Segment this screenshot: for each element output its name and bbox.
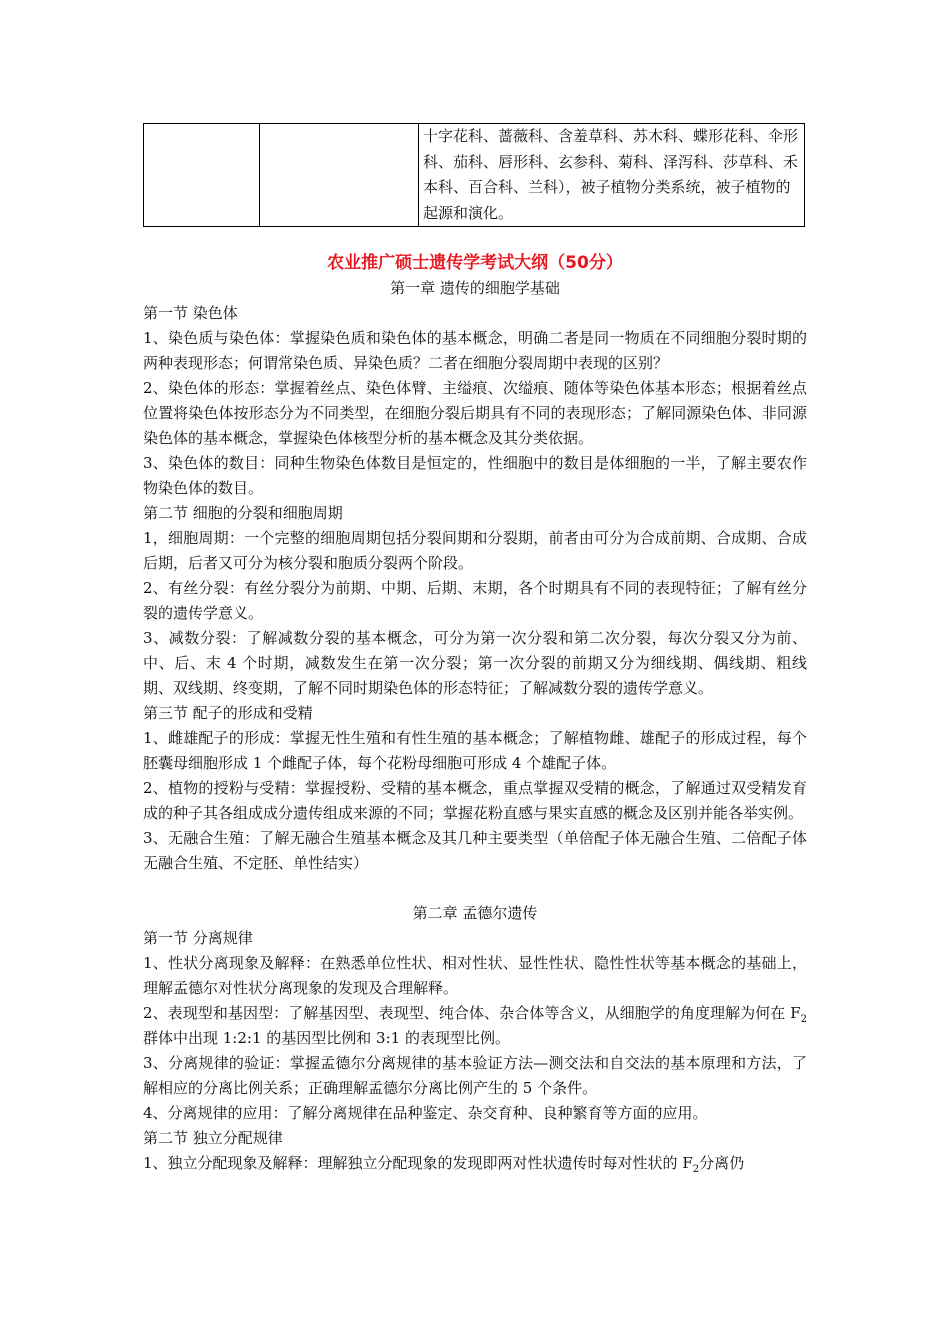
table-row	[144, 124, 805, 227]
chapter-2-section-2-title: 第二节 独立分配规律	[143, 1129, 283, 1147]
paragraph: 2、有丝分裂：有丝分裂分为前期、中期、后期、末期，各个时期具有不同的表现特征；了解有丝分裂的遗传学意义。	[143, 579, 807, 622]
paragraph: 4、分离规律的应用：了解分离规律在品种鉴定、杂交育种、良种繁育等方面的应用。	[143, 1104, 708, 1122]
paragraph: 3、减数分裂：了解减数分裂的基本概念，可分为第一次分裂和第二次分裂，每次分裂又分为前、中、后、末 4 个时期，减数发生在第一次分裂；第一次分裂的前期又分为细线期、偶线期、粗线期、双线期、终变期，了解不同时期染色体的形态特征；了解减数分裂的遗传学意义。	[143, 629, 807, 697]
paragraph: 2、染色体的形态：掌握着丝点、染色体臂、主缢痕、次缢痕、随体等染色体基本形态；根据着丝点位置将染色体按形态分为不同类型，在细胞分裂后期具有不同的表现形态；了解同源染色体、非同源染色体的基本概念，掌握染色体核型分析的基本概念及其分类依据。	[143, 379, 807, 447]
chapter-1-section-2-title: 第二节 细胞的分裂和细胞周期	[143, 504, 343, 522]
paragraph	[143, 1001, 807, 1051]
exam-outline	[143, 250, 807, 1176]
chapter-1-section-3-title: 第三节 配子的形成和受精	[143, 704, 313, 722]
paragraph-text: 群体中出现 1:2:1 的基因型比例和 3:1 的表现型比例。	[143, 1029, 510, 1047]
table-cell-empty-2	[260, 124, 419, 227]
paragraph: 2、植物的授粉与受精：掌握授粉、受精的基本概念，重点掌握双受精的概念，了解通过双受精发育成的种子其各组成成分遗传组成来源的不同；掌握花粉直感与果实直感的概念及区别并能各举实例。	[143, 779, 807, 822]
outline-title: 农业推广硕士遗传学考试大纲（50分）	[327, 253, 623, 273]
chapter-2-title: 第二章 孟德尔遗传	[412, 904, 538, 922]
paragraph-text: 1、独立分配现象及解释：理解独立分配现象的发现即两对性状遗传时每对性状的 F	[143, 1154, 693, 1172]
chapter-1-section-1-title: 第一节 染色体	[143, 304, 238, 322]
paragraph: 3、染色体的数目：同种生物染色体数目是恒定的，性细胞中的数目是体细胞的一半，了解主要农作物染色体的数目。	[143, 454, 807, 497]
paragraph: 1，细胞周期：一个完整的细胞周期包括分裂间期和分裂期，前者由可分为合成前期、合成期、合成后期，后者又可分为核分裂和胞质分裂两个阶段。	[143, 529, 807, 572]
continued-table	[143, 123, 805, 227]
table-cell-empty-1	[144, 124, 260, 227]
paragraph-text: 分离仍	[699, 1154, 745, 1172]
chapter-1-title: 第一章 遗传的细胞学基础	[390, 279, 560, 297]
paragraph: 1、性状分离现象及解释：在熟悉单位性状、相对性状、显性性状、隐性性状等基本概念的基础上，理解孟德尔对性状分离现象的发现及合理解释。	[143, 954, 807, 997]
paragraph	[143, 1151, 807, 1176]
paragraph: 1、雌雄配子的形成：掌握无性生殖和有性生殖的基本概念；了解植物雌、雄配子的形成过程，每个胚囊母细胞形成 1 个雌配子体，每个花粉母细胞可形成 4 个雄配子体。	[143, 729, 807, 772]
table-cell-content: 十字花科、蔷薇科、含羞草科、苏木科、蝶形花科、伞形科、茄科、唇形科、玄参科、菊科、泽泻科、莎草科、禾本科、百合科、兰科），被子植物分类系统，被子植物的起源和演化。	[419, 124, 805, 227]
paragraph: 3、分离规律的验证：掌握孟德尔分离规律的基本验证方法—测交法和自交法的基本原理和方法，了解相应的分离比例关系；正确理解孟德尔分离比例产生的 5 个条件。	[143, 1054, 807, 1097]
paragraph: 3、无融合生殖：了解无融合生殖基本概念及其几种主要类型（单倍配子体无融合生殖、二倍配子体无融合生殖、不定胚、单性结实）	[143, 829, 807, 872]
subscript: 2	[800, 1014, 807, 1025]
blank-line	[143, 876, 807, 901]
paragraph-text: 2、表现型和基因型：了解基因型、表现型、纯合体、杂合体等含义，从细胞学的角度理解为何在 F	[143, 1004, 801, 1022]
subscript: 2	[692, 1164, 700, 1175]
chapter-2-section-1-title: 第一节 分离规律	[143, 929, 253, 947]
paragraph: 1、染色质与染色体：掌握染色质和染色体的基本概念，明确二者是同一物质在不同细胞分裂时期的两种表现形态；何谓常染色质、异染色质？二者在细胞分裂周期中表现的区别？	[143, 329, 807, 372]
